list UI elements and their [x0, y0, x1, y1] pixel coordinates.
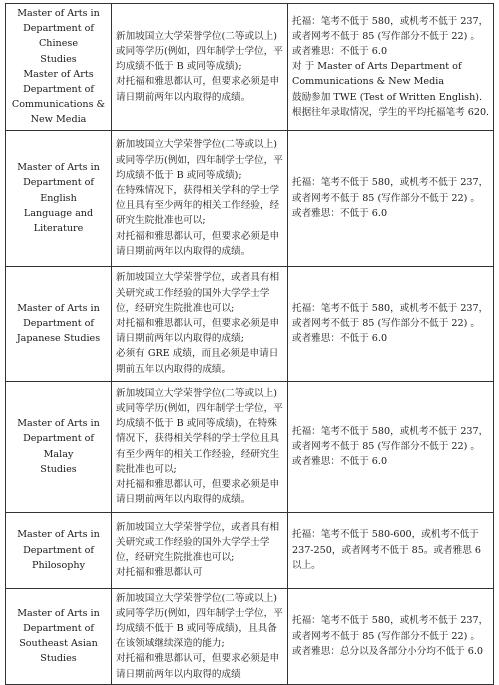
cell-line: Master of Arts in [17, 529, 100, 541]
cell-line: 托福：笔考不低于 580，或机考不低于 237，或者网考不低于 85 (写作部分不低于 22) 。 [292, 15, 489, 42]
cell-line: 对托福和雅思都认可，但要求必须是申请日期前两年以内取得的成绩 [116, 653, 280, 680]
cell-line: 或者雅思：总分以及各部分小分均不低于 6.0 [292, 645, 483, 657]
cell-line: New Media [30, 114, 87, 126]
cell-line: Master of Arts [23, 68, 94, 80]
cell-line: 新加坡国立大学荣誉学位(二等或以上)或同等学历(例如，四年制学士学位，平均成绩不低于 B 或同等成绩)，在特殊情况下，获得相关学科的学士学位且具有至少两年的相关工作经验，经研究生院批准也可以; [116, 387, 283, 475]
cell-line: 或者雅思：不低于 6.0 [292, 456, 388, 468]
cell-line: Department of [23, 318, 94, 330]
cell-line: 必须有 GRE 成绩，而且必须是申请日期前五年以内取得的成绩。 [116, 348, 279, 375]
program-cell [6, 4, 112, 131]
cell-line: Master of Arts in [17, 302, 100, 314]
degree-requirement-cell [112, 381, 288, 512]
table-row [6, 512, 494, 588]
language-requirement-cell [288, 4, 494, 131]
language-requirement-cell [288, 130, 494, 266]
cell-line: 对 于 Master of Arts Department of Communications & New Media [292, 61, 462, 88]
cell-line: 对托福和雅思都认可 [116, 567, 203, 579]
cell-line: Communications & [11, 99, 106, 111]
cell-line: Department of [23, 84, 94, 96]
cell-line: Studies [40, 463, 77, 475]
program-cell [6, 588, 112, 684]
cell-line: 托福：笔考不低于 580，或机考不低于 237，或者网考不低于 85 (写作部分不低于 22) 。 [292, 302, 489, 330]
cell-line: Philosophy [32, 559, 85, 571]
language-requirement-cell [288, 381, 494, 512]
cell-line: 鼓励参加 TWE (Test of Written English). [292, 91, 483, 103]
cell-line: Southeast Asian [19, 638, 98, 650]
table-row [6, 130, 494, 266]
degree-requirement-cell [112, 512, 288, 588]
table-row [6, 588, 494, 684]
cell-line: 根据往年录取情况，学生的平均托福笔考 620. [292, 106, 490, 118]
cell-line: 新加坡国立大学荣誉学位(二等或以上)或同等学历(例如，四年制学士学位，平均成绩不低于 B 或同等成绩); [116, 139, 283, 181]
table-row [6, 4, 494, 131]
table-row [6, 266, 494, 381]
cell-line: 对托福和雅思都认可，但要求必须是申请日期前两年以内取得的成绩。 [116, 230, 280, 257]
cell-line: 在特殊情况下，获得相关学科的学士学位且具有至少两年的相关工作经验，经研究生院批准也可以; [116, 184, 280, 227]
cell-line: Studies [40, 53, 77, 65]
cell-line: 托福：笔考不低于 580，或机考不低于 237，或者网考不低于 85 (写作部分不低于 22) 。 [292, 177, 489, 204]
language-requirement-cell [288, 266, 494, 381]
language-requirement-cell [288, 588, 494, 684]
cell-line: 托福：笔考不低于 580，或机考不低于 237，或者网考不低于 85 (写作部分不低于 22) 。 [292, 425, 489, 453]
degree-requirement-cell [112, 588, 288, 684]
cell-line: 或者雅思：不低于 6.0 [292, 46, 388, 57]
cell-line: 或者雅思：不低于 6.0 [292, 333, 388, 345]
program-cell [6, 381, 112, 512]
cell-line: 新加坡国立大学荣誉学位(二等或以上)或同等学历(例如，四年制学士学位，平均成绩不低于 B 或同等成绩); [116, 30, 283, 73]
cell-line: 对托福和雅思都认可，但要求必须是申请日期前两年以内取得的成绩。 [116, 479, 280, 506]
cell-line: Department of Malay [23, 433, 94, 460]
cell-line: Master of Arts in [17, 8, 100, 19]
cell-line: 或者雅思：不低于 6.0 [292, 207, 388, 219]
degree-requirement-cell [112, 130, 288, 266]
table-row [6, 381, 494, 512]
cell-line: Master of Arts in [17, 418, 100, 430]
degree-requirement-cell [112, 4, 288, 131]
cell-line: Department of [23, 623, 94, 635]
cell-line: 新加坡国立大学荣誉学位，或者具有相关研究或工作经验的国外大学学士学位，经研究生院批准也可以; [116, 521, 280, 564]
cell-line: 新加坡国立大学荣誉学位(二等或以上)或同等学历(例如，四年制学士学位，平均成绩不低于 B 或同等成绩)，且具备在该领域继续深造的能力; [116, 592, 283, 650]
program-cell [6, 266, 112, 381]
cell-line: Department of English [23, 177, 94, 204]
cell-line: 对托福和雅思都认可，但要求必须是申请日期前两年以内取得的成绩。 [116, 76, 280, 103]
cell-line: 对托福和雅思都认可，但要求必须是申请日期前两年以内取得的成绩; [116, 318, 280, 345]
requirements-table-body [6, 4, 494, 685]
cell-line: 托福：笔考不低于 580，或机考不低于 237，或者网考不低于 85 (写作部分不低于 22) 。 [292, 615, 489, 642]
cell-line: 新加坡国立大学荣誉学位，或者具有相关研究或工作经验的国外大学学士学位，经研究生院批准也可以; [116, 272, 280, 314]
cell-line: Department of [23, 544, 94, 556]
degree-requirement-cell [112, 266, 288, 381]
requirements-table [5, 3, 494, 685]
cell-line: 托福：笔考不低于 580-600，或机考不低于 237-250，或者网考不低于 85。或者雅思 6 以上。 [292, 529, 481, 571]
program-cell [6, 130, 112, 266]
cell-line: Master of Arts in [17, 607, 100, 619]
cell-line: Language and [23, 207, 94, 219]
program-cell [6, 512, 112, 588]
cell-line: Studies [40, 653, 77, 665]
cell-line: Japanese Studies [16, 333, 101, 345]
language-requirement-cell [288, 512, 494, 588]
cell-line: Master of Arts in [17, 162, 100, 174]
cell-line: Department of Chinese [23, 23, 94, 50]
cell-line: Literature [33, 222, 84, 234]
